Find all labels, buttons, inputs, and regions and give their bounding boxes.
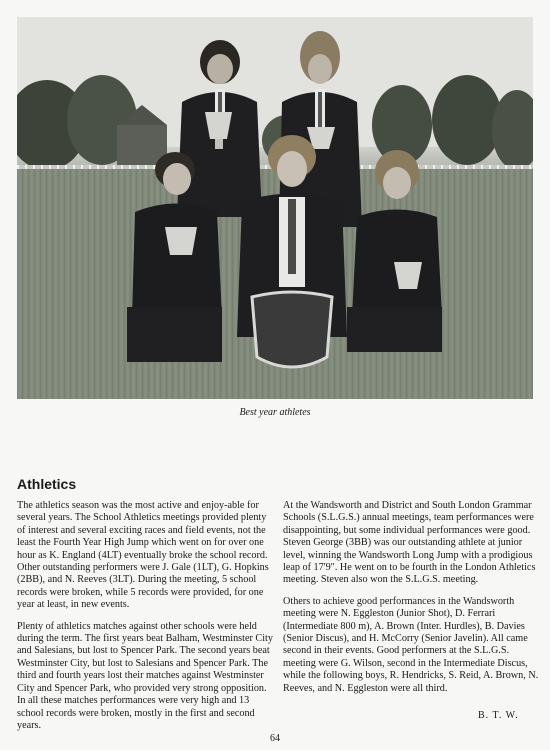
page-number: 64 — [270, 733, 280, 744]
left-column — [17, 500, 275, 741]
athletes-group — [17, 17, 533, 399]
paragraph: Plenty of athletics matches against other schools were held during the term. The first years beat Balham, Westminster City and Salesians, but lost to Spencer Park. The second years beat Westminster City, but lost to Salesians and Spencer Park. The third and fourth years lost their matches against Westminster City and Spencer Park, who provided very strong opposition. In all these matches performances were very high and 13 school records were broken, mostly in the first and second years. — [17, 620, 273, 731]
athlete-front-right — [347, 150, 442, 352]
paragraph: Others to achieve good performances in the Wandsworth meeting were N. Eggleston (Junior Shot), D. Ferrari (Intermediate 800 m), A. Brown (Inter. Hurdles), B. Davies (Senior Discus), and H. McCorry (Senior Javelin). All came second in their events. Good performers at the S.L.G.S. meeting were G. Wilson, second in the Intermediate Discus, while the following boys, R. Hendricks, S. Reid, A. Brown, N. Reeves, and N. Eggleston were all third. — [283, 595, 539, 694]
photo-caption: Best year athletes — [239, 407, 311, 418]
paragraph: At the Wandsworth and District and South London Grammar Schools (S.L.G.S.) annual meetings, team performances were disappointing, but some individual performances were good. Steven George (3BB) was our outstanding athlete at junior level, winning the Wandsworth Long Jump with a prodigious leap of 17'9". He went on to be fourth in the London Athletics meeting. Steven also won the S.L.G.S. meeting. — [283, 500, 536, 586]
right-column — [283, 500, 541, 704]
group-photo — [17, 17, 533, 399]
section-heading: Athletics — [17, 476, 77, 492]
paragraph: The athletics season was the most active and enjoy-able for several years. The School Athletics meetings provided plenty of interest and several exciting races and field events, not the least the Fourth Year High Jump which went on for over one hour as K. England (4LT) eventually broke the school record. Other outstanding performers were J. Gale (1LT), G. Hopkins (2BB), and N. Reeves (3LT). During the meeting, 5 school records were broken, while 5 records were provided, for one year at least, in new events. — [17, 500, 269, 611]
athlete-back-left — [177, 40, 262, 217]
author-signature: B. T. W. — [478, 710, 519, 721]
